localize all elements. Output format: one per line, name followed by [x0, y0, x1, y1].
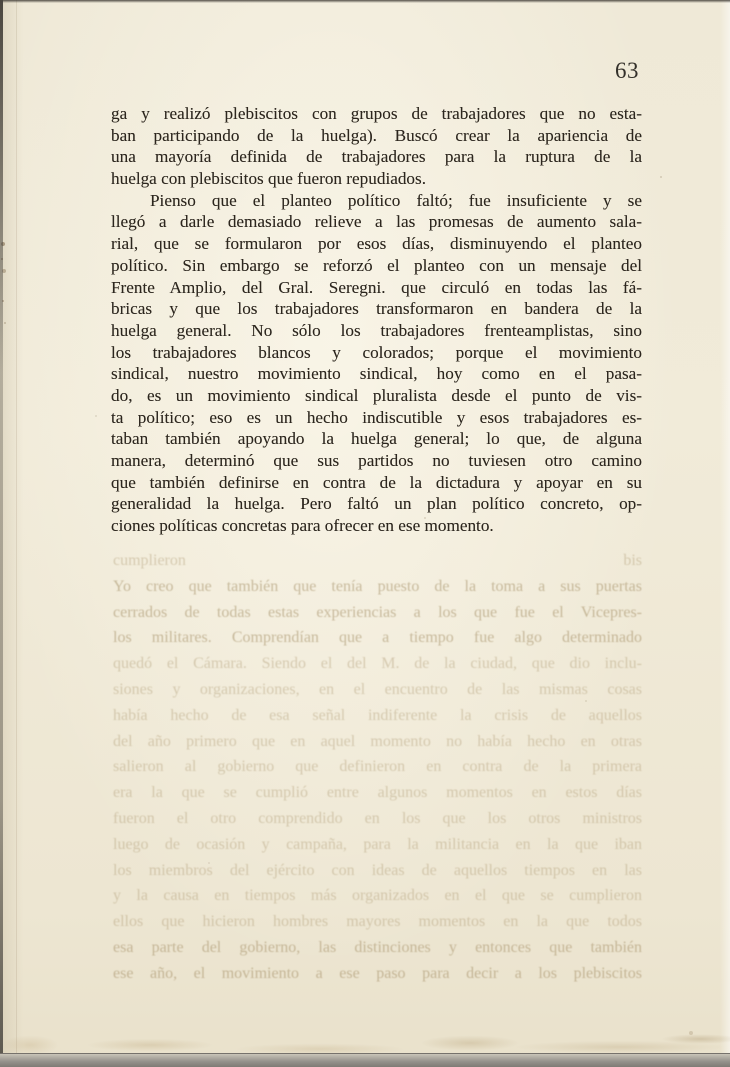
showthrough-line: luego de ocasión y campaña, para la militancia en la que iban	[113, 835, 642, 853]
text-line: ban participando de la huelga). Buscó crear la apariencia de	[111, 125, 642, 145]
showthrough-line: fueron el otro comprendido en los que los otros ministros	[113, 809, 642, 827]
paper-left-shade	[0, 0, 26, 1067]
page-number: 63	[615, 58, 639, 83]
scan-bottom-edge	[0, 1053, 730, 1067]
showthrough-line: los militares. Comprendían que a tiempo fue algo determinado	[113, 629, 642, 647]
showthrough-line: cerrados de todas estas experiencias a los que fue el Vicepres-	[113, 603, 642, 621]
showthrough-line: salieron al gobierno que definieron en contra de la primera	[113, 758, 642, 776]
showthrough-line: los miembros del ejército con ideas de aquellos tiempos en las	[113, 861, 642, 879]
paper-crease	[16, 0, 17, 1053]
text-line: que también definirse en contra de la dictadura y apoyar en su	[111, 472, 642, 492]
text-line: político. Sin embargo se reforzó el planteo con un mensaje del	[111, 255, 642, 275]
showthrough-line: del año primero que en aquel momento no había hecho en otras	[113, 732, 642, 750]
text-line: ta político; eso es un hecho indiscutible y esos trabajadores es-	[111, 407, 642, 427]
scan-top-edge	[0, 0, 730, 3]
text-line: generalidad la huelga. Pero faltó un plan político concreto, op-	[111, 494, 642, 514]
text-line: ga y realizó plebiscitos con grupos de trabajadores que no esta-	[111, 104, 642, 123]
text-line: los trabajadores blancos y colorados; porque el movimiento	[111, 342, 642, 362]
showthrough-line: esa parte del gobierno, las distinciones y entonces que también	[113, 938, 642, 956]
text-line: huelga con plebiscitos que fueron repudiados.	[111, 169, 427, 189]
paper-right-shade	[720, 0, 730, 1067]
showthrough-line: había hecho de esa señal indiferente la crisis de aquellos	[113, 706, 642, 724]
showthrough-line: cumplieron bis	[113, 552, 642, 569]
text-line: huelga general. No sólo los trabajadores frenteamplistas, sino	[111, 320, 642, 340]
showthrough-line: quedó el Cámara. Siendo el del M. de la ciudad, que dio inclu-	[113, 655, 642, 673]
text-line: rial, que se formularon por esos días, disminuyendo el planteo	[111, 234, 642, 254]
showthrough-line: y la causa en tiempos más organizados en el que se cumplieron	[113, 887, 642, 905]
text-line: taban también apoyando la huelga general; lo que, de alguna	[111, 429, 642, 449]
text-line: manera, determinó que sus partidos no tuviesen otro camino	[111, 451, 642, 470]
text-line: Frente Amplio, del Gral. Seregni. que circuló en todas las fá-	[111, 277, 642, 297]
text-line: una mayoría definida de trabajadores para la ruptura de la	[111, 147, 642, 167]
bottom-stains	[0, 1019, 730, 1055]
text-line: Pienso que el planteo político faltó; fue insuficiente y se	[150, 190, 642, 210]
showthrough-line: ellos que hicieron hombres mayores momentos en la que todos	[113, 913, 642, 931]
showthrough-text	[113, 548, 642, 987]
text-line: ciones políticas concretas para ofrecer en ese momento.	[111, 516, 494, 536]
text-line: bricas y que los trabajadores transformaron en bandera de la	[111, 299, 642, 319]
text-line: do, es un movimiento sindical pluralista desde el punto de vis-	[111, 385, 642, 405]
showthrough-line: siones y organizaciones, en el encuentro de las mismas cosas	[113, 680, 642, 698]
body-text	[111, 103, 642, 537]
scan-left-edge	[0, 0, 3, 1067]
text-line: sindical, nuestro movimiento sindical, hoy como en el pasa-	[111, 364, 642, 384]
showthrough-line: ese año, el movimiento a ese paso para decir a los plebiscitos	[113, 964, 642, 982]
showthrough-line: Yo creo que también que tenía puesto de la toma a sus puertas	[113, 577, 642, 595]
text-line: llegó a darle demasiado relieve a las promesas de aumento sala-	[111, 212, 642, 232]
showthrough-line: era la que se cumplió entre algunos momentos en estos días	[113, 784, 642, 802]
